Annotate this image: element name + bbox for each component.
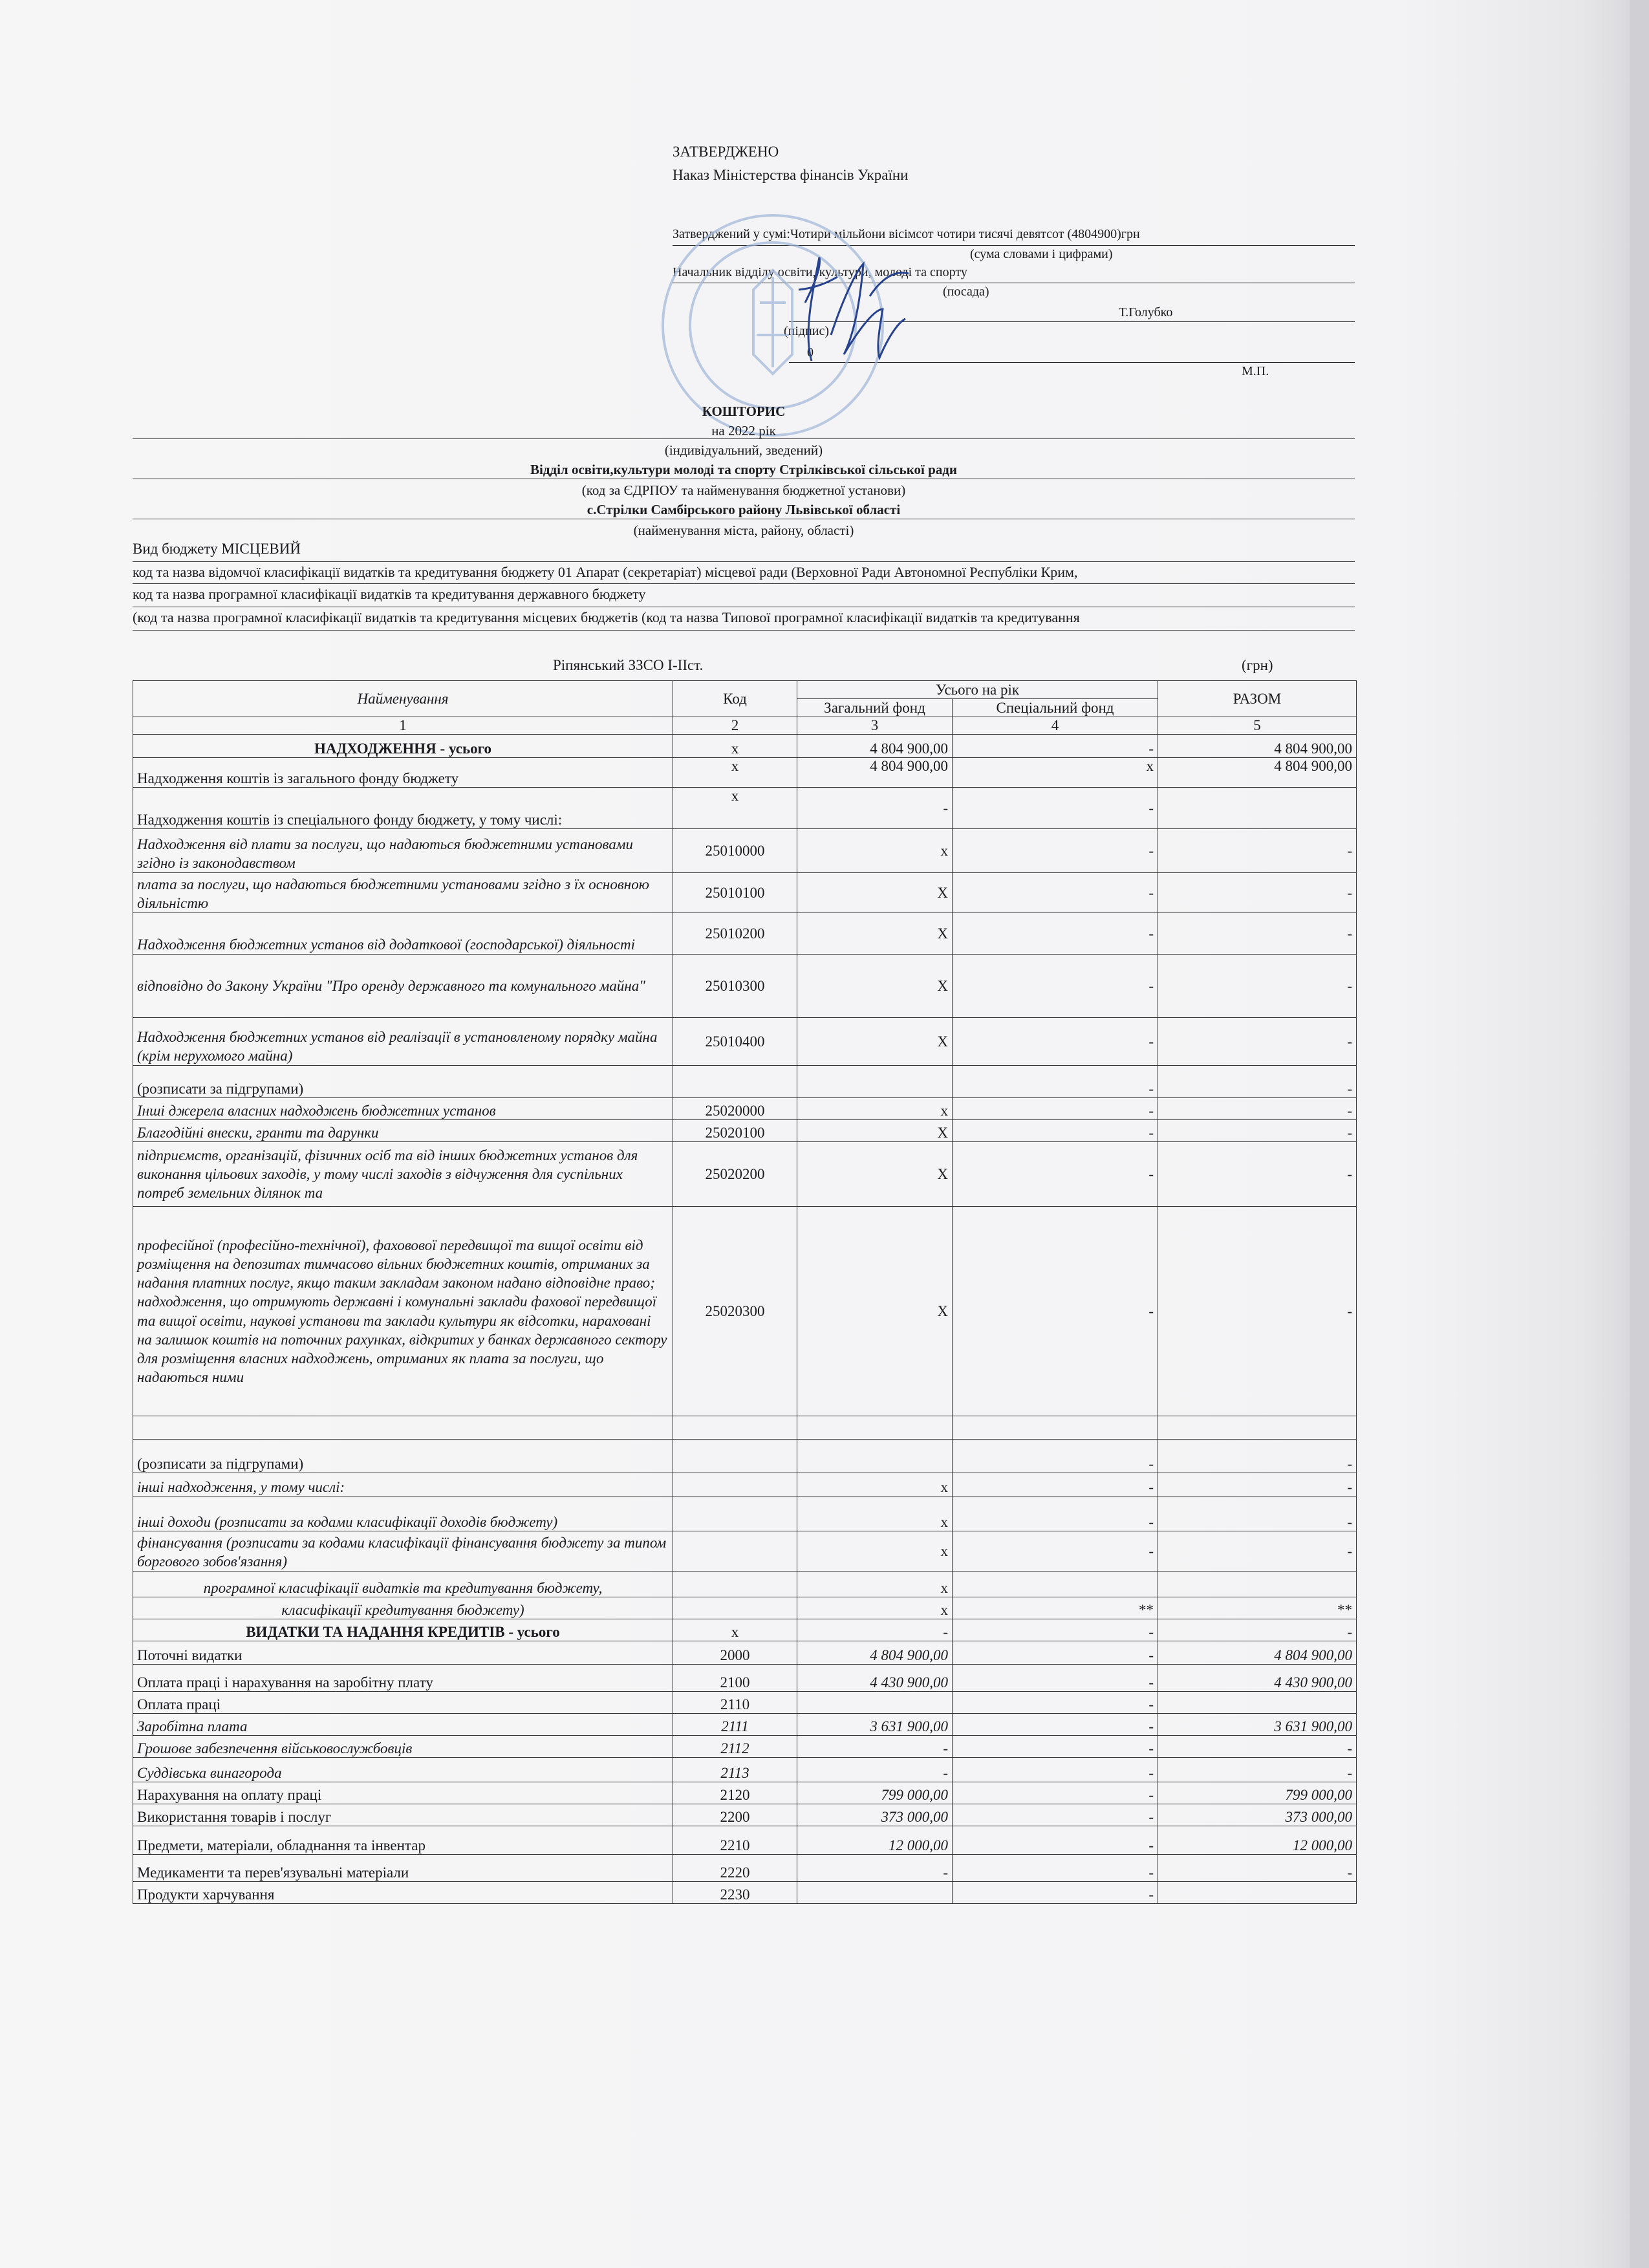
row-code: 2110 xyxy=(673,1692,797,1714)
row-total: 799 000,00 xyxy=(1158,1782,1357,1804)
row-code xyxy=(673,1597,797,1619)
row-code xyxy=(673,1416,797,1440)
row-code: 25020200 xyxy=(673,1142,797,1207)
row-general: 3 631 900,00 xyxy=(797,1714,953,1736)
row-special: - xyxy=(953,1018,1158,1066)
header-code: Код xyxy=(673,681,797,717)
row-name: НАДХОДЖЕННЯ - усього xyxy=(133,735,673,758)
estimate-type: (індивідуальний, зведений) xyxy=(664,442,823,458)
header-special-fund: Спеціальний фонд xyxy=(953,699,1158,717)
row-total: - xyxy=(1158,1066,1357,1098)
row-name: (розписати за підгрупами) xyxy=(133,1066,673,1098)
row-special: - xyxy=(953,1882,1158,1904)
signer-name: Т.Голубко xyxy=(1119,305,1173,319)
signature-caption: (підпис) xyxy=(784,324,830,338)
row-total: - xyxy=(1158,1098,1357,1120)
table-row xyxy=(133,1641,1357,1665)
zero-label: 0 xyxy=(807,345,814,360)
row-name: класифікації кредитування бюджету) xyxy=(133,1597,673,1619)
row-name: Заробітна плата xyxy=(133,1714,673,1736)
row-code xyxy=(673,1531,797,1571)
row-name: Грошове забезпечення військовослужбовців xyxy=(133,1736,673,1758)
row-general: Х xyxy=(797,1207,953,1416)
table-row xyxy=(133,1882,1357,1904)
table-row xyxy=(133,873,1357,913)
row-code: 25010400 xyxy=(673,1018,797,1066)
header-general-fund: Загальний фонд xyxy=(797,699,953,717)
row-code: 2120 xyxy=(673,1782,797,1804)
row-name: Поточні видатки xyxy=(133,1641,673,1665)
row-name: інші доходи (розписати за кодами класифікації доходів бюджету) xyxy=(133,1496,673,1531)
departmental-code-line: код та назва відомчої класифікації видатків та кредитування бюджету 01 Апарат (секретаріат) місцевої ради (Верховної Ради Автономної Республіки Крим, xyxy=(133,564,1078,580)
row-name: фінансування (розписати за кодами класифікації фінансування бюджету за типом боргового зобов'язання) xyxy=(133,1531,673,1571)
row-code: 2220 xyxy=(673,1855,797,1882)
row-code xyxy=(673,1496,797,1531)
row-name: відповідно до Закону України "Про оренду державного та комунального майна" xyxy=(133,955,673,1018)
row-name: Надходження бюджетних установ від додаткової (господарської) діяльності xyxy=(133,913,673,955)
row-special: - xyxy=(953,1207,1158,1416)
row-general: х xyxy=(797,1571,953,1597)
row-special: - xyxy=(953,1826,1158,1855)
row-general: 799 000,00 xyxy=(797,1782,953,1804)
row-general: 12 000,00 xyxy=(797,1826,953,1855)
year-label: на 2022 рік xyxy=(711,423,776,438)
row-general: х xyxy=(797,1473,953,1496)
row-total: - xyxy=(1158,1855,1357,1882)
row-special: - xyxy=(953,1531,1158,1571)
row-code: 2111 xyxy=(673,1714,797,1736)
row-total: - xyxy=(1158,1120,1357,1142)
row-special: - xyxy=(953,1440,1158,1473)
row-code xyxy=(673,1473,797,1496)
row-total: - xyxy=(1158,873,1357,913)
row-general: х xyxy=(797,1531,953,1571)
row-name: програмної класифікації видатків та кредитування бюджету, xyxy=(133,1571,673,1597)
row-total xyxy=(1158,788,1357,829)
row-special: - xyxy=(953,1804,1158,1826)
row-general: - xyxy=(797,1736,953,1758)
row-general: Х xyxy=(797,873,953,913)
row-special: - xyxy=(953,873,1158,913)
row-total: - xyxy=(1158,1758,1357,1782)
table-row xyxy=(133,1416,1357,1440)
table-row xyxy=(133,1619,1357,1641)
row-name: Надходження бюджетних установ від реалізації в установленому порядку майна (крім нерухомого майна) xyxy=(133,1018,673,1066)
row-name: Надходження коштів із загального фонду бюджету xyxy=(133,758,673,788)
row-name: Продукти харчування xyxy=(133,1882,673,1904)
row-name: Використання товарів і послуг xyxy=(133,1804,673,1826)
approved-sum: Затверджений у сумі:Чотири мільйони вісімсот чотири тисячі девятсот (4804900)грн xyxy=(673,227,1140,241)
row-code xyxy=(673,1571,797,1597)
row-name: Медикаменти та перев'язувальні матеріали xyxy=(133,1855,673,1882)
row-general xyxy=(797,1692,953,1714)
row-general: х xyxy=(797,1496,953,1531)
row-special: - xyxy=(953,955,1158,1018)
row-special: - xyxy=(953,788,1158,829)
row-total: - xyxy=(1158,1531,1357,1571)
position-caption: (посада) xyxy=(943,285,989,299)
row-total xyxy=(1158,1882,1357,1904)
row-general: - xyxy=(797,1758,953,1782)
row-special: - xyxy=(953,1782,1158,1804)
row-general: - xyxy=(797,1619,953,1641)
row-special: - xyxy=(953,1142,1158,1207)
local-program-code-line: (код та назва програмної класифікації видатків та кредитування місцевих бюджетів (код та назва Типової програмної класифікації видатків та кредитування xyxy=(133,609,1080,625)
row-total: - xyxy=(1158,829,1357,873)
row-total: - xyxy=(1158,1496,1357,1531)
row-general: 4 804 900,00 xyxy=(797,1641,953,1665)
row-general: 373 000,00 xyxy=(797,1804,953,1826)
row-code xyxy=(673,1066,797,1098)
institution-caption: (код за ЄДРПОУ та найменування бюджетної установи) xyxy=(581,482,906,498)
row-code: 2210 xyxy=(673,1826,797,1855)
row-name: Надходження від плати за послуги, що надаються бюджетними установами згідно із законодавством xyxy=(133,829,673,873)
row-total: - xyxy=(1158,1473,1357,1496)
row-total xyxy=(1158,1416,1357,1440)
row-special xyxy=(953,1416,1158,1440)
place-name: с.Стрілки Самбірського району Львівської області xyxy=(587,502,901,517)
budget-type: Вид бюджету МІСЦЕВИЙ xyxy=(133,541,301,557)
table-row xyxy=(133,1018,1357,1066)
row-name: Суддівська винагорода xyxy=(133,1758,673,1782)
row-general: - xyxy=(797,1855,953,1882)
table-row xyxy=(133,1736,1357,1758)
row-total xyxy=(1158,1571,1357,1597)
row-general: Х xyxy=(797,913,953,955)
row-total: - xyxy=(1158,955,1357,1018)
row-general xyxy=(797,1416,953,1440)
row-code: 2112 xyxy=(673,1736,797,1758)
row-special: - xyxy=(953,1714,1158,1736)
row-special: ** xyxy=(953,1597,1158,1619)
row-name: Благодійні внески, гранти та дарунки xyxy=(133,1120,673,1142)
row-general: Х xyxy=(797,1142,953,1207)
row-code: 25020100 xyxy=(673,1120,797,1142)
row-code: 2000 xyxy=(673,1641,797,1665)
row-name: підприємств, організацій, фізичних осіб та від інших бюджетних установ для виконання цільових заходів, у тому числі заходів з відчуження для суспільних потреб земельних ділянок та xyxy=(133,1142,673,1207)
approved-label: ЗАТВЕРДЖЕНО xyxy=(673,144,779,160)
line-budget-type xyxy=(133,561,1355,562)
row-code: х xyxy=(673,735,797,758)
row-general xyxy=(797,1440,953,1473)
state-program-code-line: код та назва програмної класифікації видатків та кредитування державного бюджету xyxy=(133,586,646,602)
row-general xyxy=(797,1882,953,1904)
row-general: Х xyxy=(797,1120,953,1142)
row-code: 2113 xyxy=(673,1758,797,1782)
row-name: інші надходження, у тому числі: xyxy=(133,1473,673,1496)
line-1 xyxy=(133,583,1355,584)
table-row xyxy=(133,1473,1357,1496)
table-row xyxy=(133,1066,1357,1098)
row-special: - xyxy=(953,1098,1158,1120)
table-row xyxy=(133,1714,1357,1736)
table-row xyxy=(133,1440,1357,1473)
row-total: 4 804 900,00 xyxy=(1158,735,1357,758)
table-row xyxy=(133,1758,1357,1782)
row-name: Предмети, матеріали, обладнання та інвентар xyxy=(133,1826,673,1855)
head-position: Начальник відділу освіти, культури, молоді та спорту xyxy=(673,265,967,279)
row-total: - xyxy=(1158,1207,1357,1416)
row-general: х xyxy=(797,829,953,873)
table-row xyxy=(133,1826,1357,1855)
line-3 xyxy=(133,630,1355,631)
row-total: - xyxy=(1158,1619,1357,1641)
table-row xyxy=(133,955,1357,1018)
currency-unit: (грн) xyxy=(1242,657,1273,673)
order-label: Наказ Міністерства фінансів України xyxy=(673,167,909,183)
row-name: (розписати за підгрупами) xyxy=(133,1440,673,1473)
page-edge-shadow xyxy=(1630,0,1649,2268)
table-row xyxy=(133,1571,1357,1597)
row-general xyxy=(797,1066,953,1098)
row-name: Інші джерела власних надходжень бюджетних установ xyxy=(133,1098,673,1120)
row-special: - xyxy=(953,1496,1158,1531)
document-title: КОШТОРИС xyxy=(702,404,786,419)
row-total: - xyxy=(1158,1736,1357,1758)
row-general: 4 804 900,00 xyxy=(797,758,953,788)
row-total: - xyxy=(1158,1018,1357,1066)
table-row xyxy=(133,1496,1357,1531)
row-name: ВИДАТКИ ТА НАДАННЯ КРЕДИТІВ - усього xyxy=(133,1619,673,1641)
row-code: х xyxy=(673,1619,797,1641)
row-total: 4 430 900,00 xyxy=(1158,1665,1357,1692)
row-code: 2200 xyxy=(673,1804,797,1826)
row-code: 25010000 xyxy=(673,829,797,873)
sum-caption: (сума словами і цифрами) xyxy=(970,247,1113,261)
row-total: 373 000,00 xyxy=(1158,1804,1357,1826)
row-special: - xyxy=(953,1619,1158,1641)
row-name: Надходження коштів із спеціального фонду бюджету, у тому числі: xyxy=(133,788,673,829)
row-total: - xyxy=(1158,913,1357,955)
row-total: 4 804 900,00 xyxy=(1158,758,1357,788)
institution-name: Відділ освіти,культури молоді та спорту Стрілківської сільської ради xyxy=(530,462,957,477)
row-name xyxy=(133,1416,673,1440)
header-num-1: 1 xyxy=(133,717,673,735)
row-special: - xyxy=(953,1855,1158,1882)
row-total: - xyxy=(1158,1142,1357,1207)
row-name: професійної (професійно-технічної), фаховової передвищої та вищої освіти від розміщення на депозитах тимчасово вільних бюджетних коштів, отриманих за надання платних послуг, якщо таким закладам законом надано відповідне право; надходження, що отримують державні і комунальні заклади фахової передвищої та вищої освіти, наукові установи та заклади культури як відсотки, нараховані на залишок коштів на поточних рахунках, відкритих у банках державного сектору для розміщення власних надходжень, отриманих як плата за послуги, що надаються ними xyxy=(133,1207,673,1416)
row-general: Х xyxy=(797,1018,953,1066)
row-special: - xyxy=(953,1736,1158,1758)
row-special: - xyxy=(953,1665,1158,1692)
row-code: 25010200 xyxy=(673,913,797,955)
header-total: РАЗОМ xyxy=(1158,681,1357,717)
row-special: - xyxy=(953,829,1158,873)
row-general: - xyxy=(797,788,953,829)
table-row xyxy=(133,1142,1357,1207)
row-total: 3 631 900,00 xyxy=(1158,1714,1357,1736)
row-special: - xyxy=(953,1641,1158,1665)
row-code: х xyxy=(673,788,797,829)
table-row xyxy=(133,1207,1357,1416)
table-row xyxy=(133,735,1357,758)
row-total: - xyxy=(1158,1440,1357,1473)
row-special xyxy=(953,1571,1158,1597)
row-code: х xyxy=(673,758,797,788)
row-total: ** xyxy=(1158,1597,1357,1619)
row-general: Х xyxy=(797,955,953,1018)
school-name: Ріпянський ЗЗСО І-ІІст. xyxy=(553,657,704,673)
row-total: 12 000,00 xyxy=(1158,1826,1357,1855)
row-special: - xyxy=(953,1758,1158,1782)
row-code: 25010300 xyxy=(673,955,797,1018)
row-special: - xyxy=(953,913,1158,955)
row-code: 25020000 xyxy=(673,1098,797,1120)
header-num-5: 5 xyxy=(1158,717,1357,735)
row-code: 2100 xyxy=(673,1665,797,1692)
row-total: 4 804 900,00 xyxy=(1158,1641,1357,1665)
row-special: х xyxy=(953,758,1158,788)
table-row xyxy=(133,1782,1357,1804)
row-name: Оплата праці і нарахування на заробітну плату xyxy=(133,1665,673,1692)
header-num-3: 3 xyxy=(797,717,953,735)
row-name: плата за послуги, що надаються бюджетними установами згідно з їх основною діяльністю xyxy=(133,873,673,913)
table-row xyxy=(133,1098,1357,1120)
place-caption: (найменування міста, району, області) xyxy=(633,523,854,538)
header-num-2: 2 xyxy=(673,717,797,735)
row-general: х xyxy=(797,1597,953,1619)
seal-place: М.П. xyxy=(1242,364,1269,378)
table-row xyxy=(133,1804,1357,1826)
row-special: - xyxy=(953,1066,1158,1098)
table-row xyxy=(133,788,1357,829)
header-year-total: Усього на рік xyxy=(797,681,1158,699)
row-general: 4 430 900,00 xyxy=(797,1665,953,1692)
table-row xyxy=(133,829,1357,873)
row-name: Оплата праці xyxy=(133,1692,673,1714)
row-code: 25010100 xyxy=(673,873,797,913)
table-row xyxy=(133,913,1357,955)
table-row xyxy=(133,1531,1357,1571)
row-special: - xyxy=(953,1120,1158,1142)
table-row xyxy=(133,1120,1357,1142)
table-row xyxy=(133,1692,1357,1714)
row-general: 4 804 900,00 xyxy=(797,735,953,758)
row-code xyxy=(673,1440,797,1473)
table-row xyxy=(133,1597,1357,1619)
table-row xyxy=(133,758,1357,788)
line-year xyxy=(133,438,1355,439)
header-name: Найменування xyxy=(133,681,673,717)
row-code: 25020300 xyxy=(673,1207,797,1416)
row-special: - xyxy=(953,1692,1158,1714)
row-total xyxy=(1158,1692,1357,1714)
row-code: 2230 xyxy=(673,1882,797,1904)
row-general: х xyxy=(797,1098,953,1120)
row-special: - xyxy=(953,735,1158,758)
estimate-table xyxy=(133,680,1357,1904)
table-row xyxy=(133,1855,1357,1882)
row-name: Нарахування на оплату праці xyxy=(133,1782,673,1804)
table-row xyxy=(133,1665,1357,1692)
header-num-4: 4 xyxy=(953,717,1158,735)
row-special: - xyxy=(953,1473,1158,1496)
